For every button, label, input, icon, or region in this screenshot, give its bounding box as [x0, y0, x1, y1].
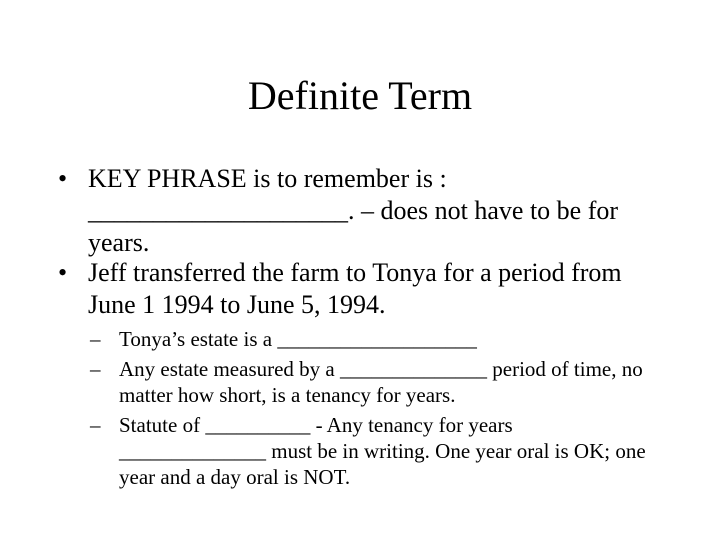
sub-bullet-item: [90, 326, 659, 352]
bullet-marker: •: [58, 258, 68, 287]
bullet-text: KEY PHRASE is to remember is : ____________________. – does not have to be for years.: [88, 164, 619, 257]
sub-bullet-text: Any estate measured by a ______________ period of time, no matter how short, is a tenancy for years.: [119, 357, 643, 407]
sub-bullet-marker: –: [90, 357, 101, 381]
sub-bullet-item: [90, 412, 659, 490]
bullet-item: [58, 257, 658, 321]
sub-bullet-marker: –: [90, 327, 101, 351]
sub-bullet-marker: –: [90, 413, 101, 437]
sub-bullet-item: [90, 356, 659, 408]
bullet-item: [58, 163, 658, 259]
sub-bullet-text: Statute of __________ - Any tenancy for years ______________ must be in writing. One year oral is OK; one year and a day oral is NOT.: [119, 413, 646, 489]
slide-title: Definite Term: [247, 73, 473, 118]
bullet-marker: •: [58, 164, 68, 193]
sub-bullet-text: Tonya’s estate is a ___________________: [119, 327, 477, 351]
bullet-text: Jeff transferred the farm to Tonya for a period from June 1 1994 to June 5, 1994.: [88, 258, 622, 319]
